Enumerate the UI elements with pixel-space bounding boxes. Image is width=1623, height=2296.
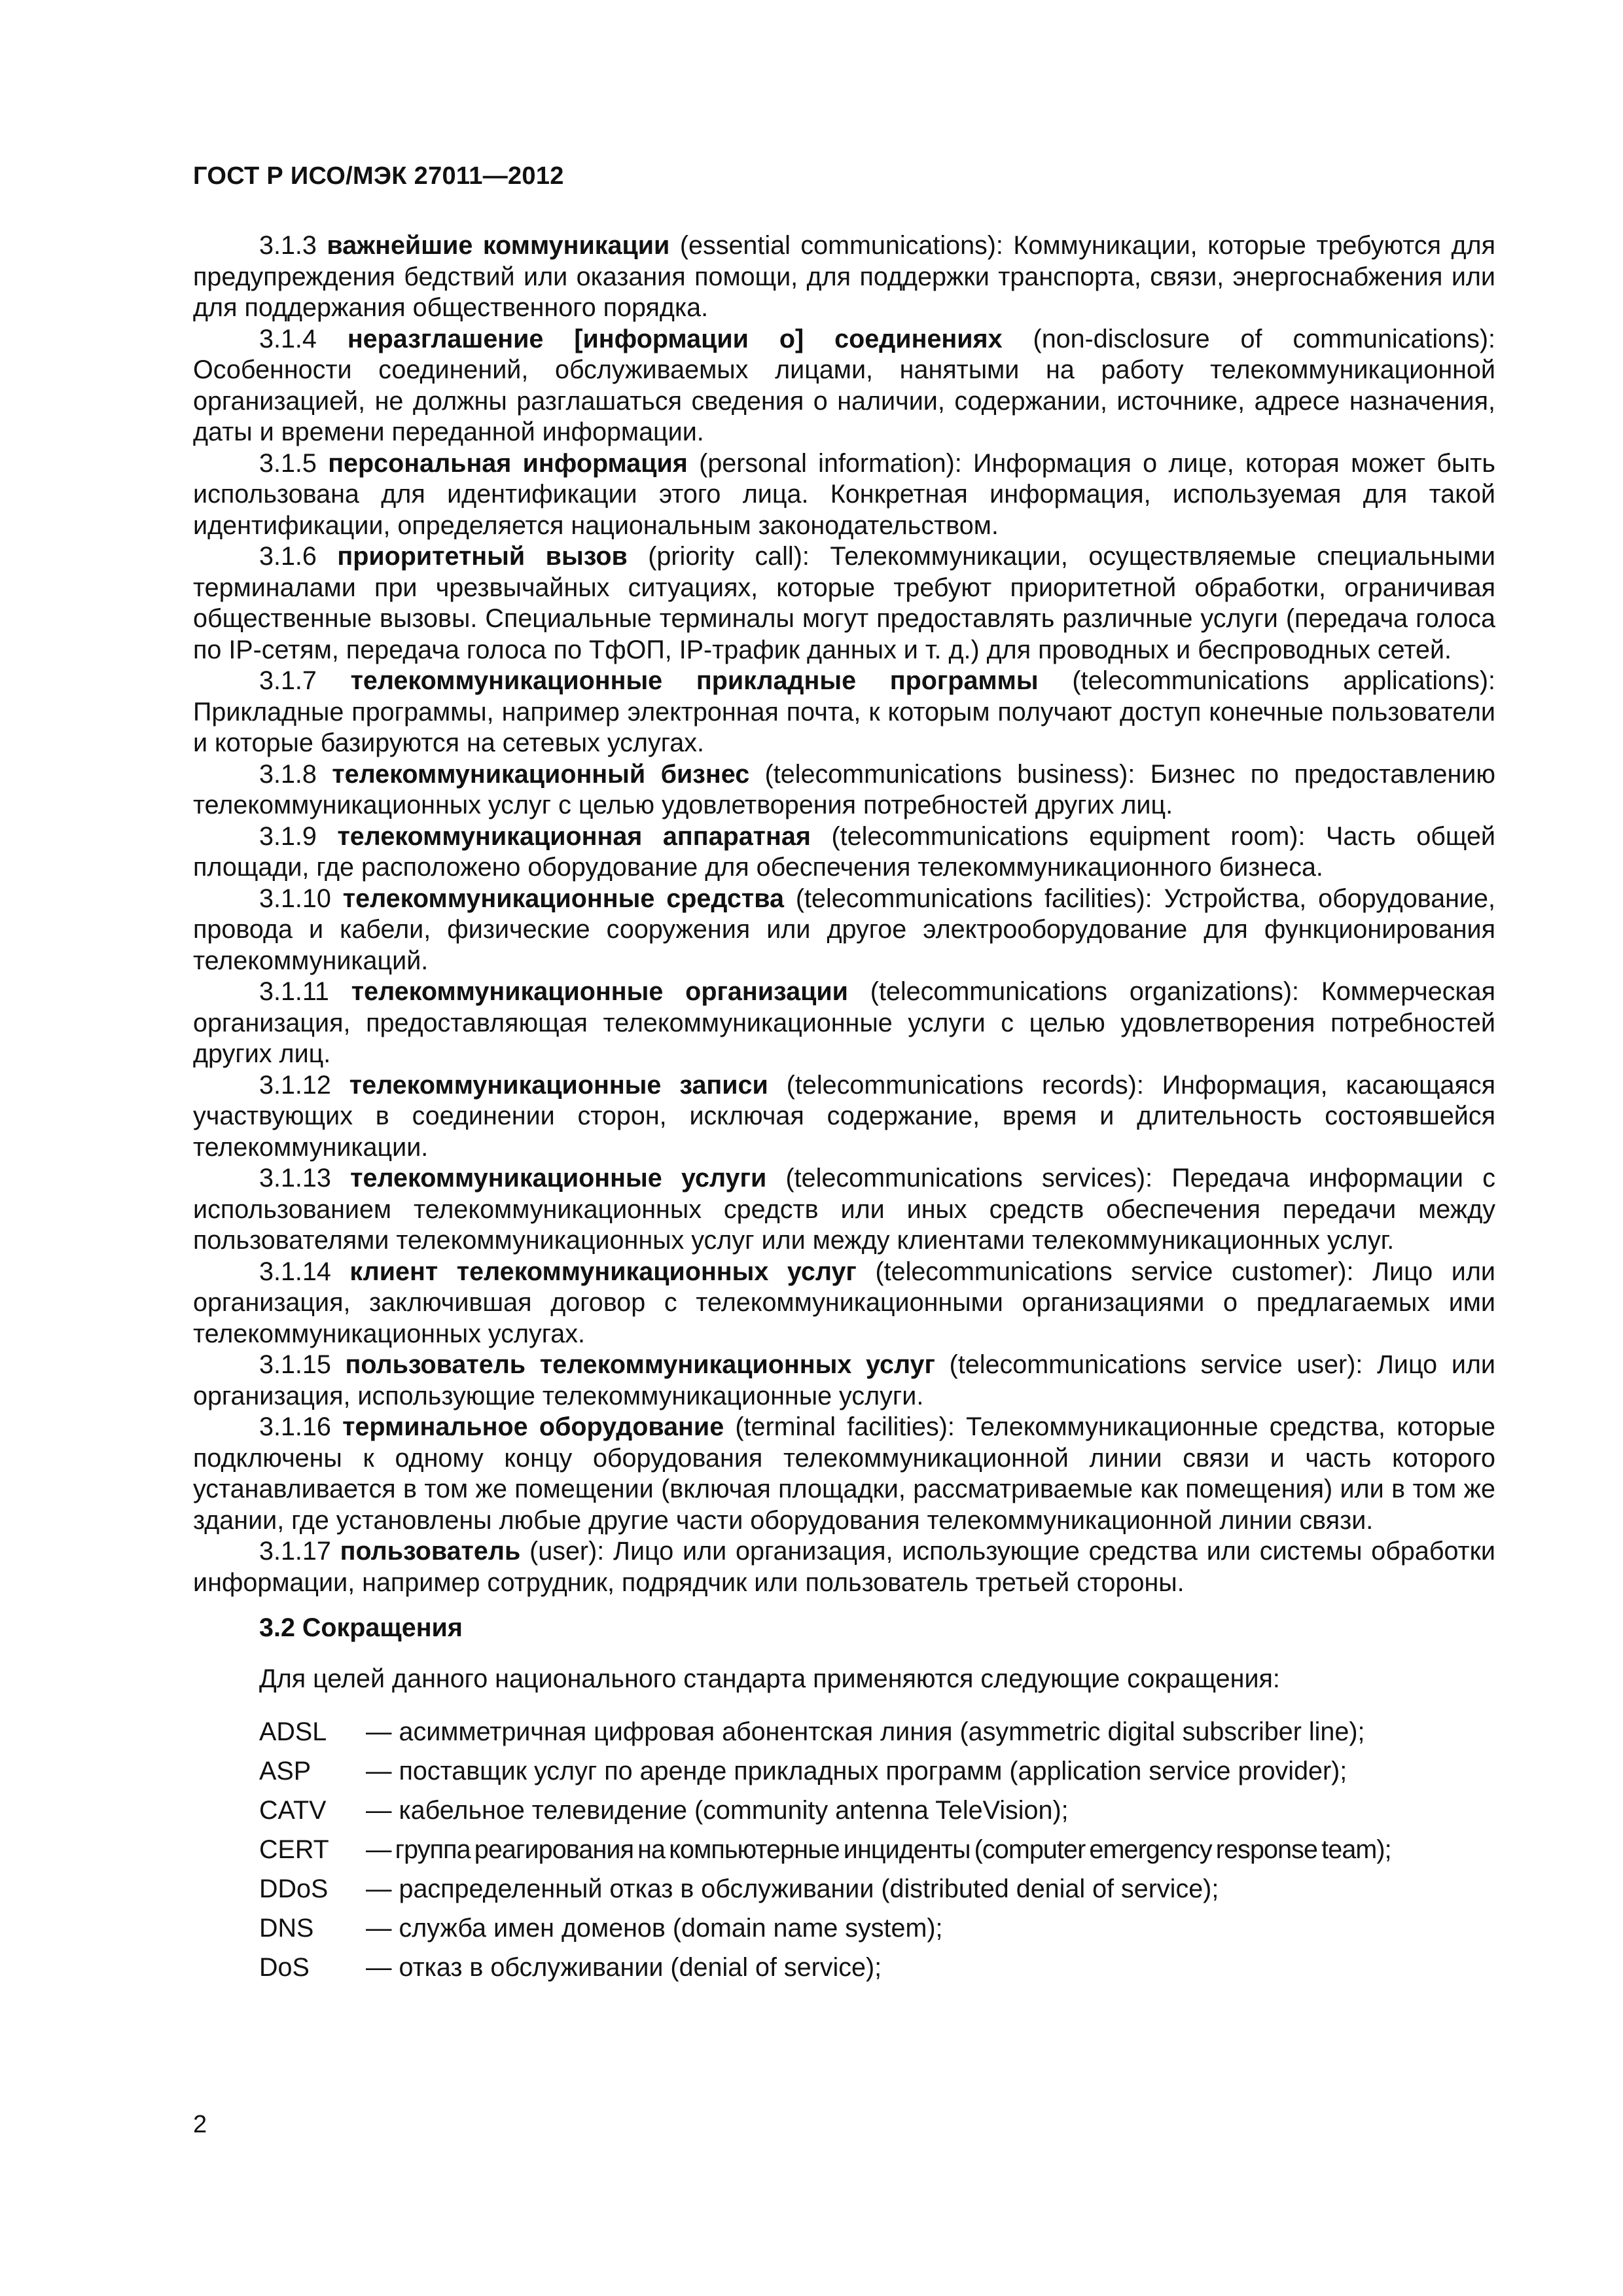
term-name: телекоммуникационные организации — [351, 977, 848, 1006]
term-3-1-13 — [193, 1163, 1495, 1257]
term-3-1-14 — [193, 1257, 1495, 1350]
term-name: неразглашение [информации о] соединениях — [347, 324, 1003, 353]
abbreviation-code: ASP — [259, 1757, 312, 1785]
abbreviation-code: DNS — [259, 1914, 314, 1943]
term-number: 3.1.11 — [259, 977, 329, 1006]
abbreviation-definition: — распределенный отказ в обслуживании (distributed denial of service); — [366, 1874, 1219, 1903]
abbreviation-item — [259, 1913, 1495, 1952]
term-text: (telecommunications records): Информация, касающаяся участвующих в соединении сторон, исключая содержание, время и длительность состоявшейся телекоммуникации. — [193, 1070, 1495, 1162]
term-name: телекоммуникационные прикладные программы — [350, 666, 1039, 695]
term-name: телекоммуникационные услуги — [350, 1164, 767, 1193]
abbreviation-definition: — кабельное телевидение (community antenna TeleVision); — [366, 1796, 1069, 1825]
term-number: 3.1.7 — [259, 666, 317, 695]
term-name: пользователь — [340, 1537, 521, 1566]
document-body — [193, 230, 1495, 1992]
term-3-1-7 — [193, 666, 1495, 759]
abbreviation-code: ADSL — [259, 1717, 327, 1746]
abbreviation-code: CERT — [259, 1835, 329, 1864]
term-text: (telecommunications applications): Прикладные программы, например электронная почта, к которым получают доступ конечные пользователи и которые базируются на сетевых услугах. — [193, 666, 1495, 757]
term-name: телекоммуникационные средства — [342, 884, 784, 913]
term-number: 3.1.16 — [259, 1412, 331, 1441]
term-3-1-5 — [193, 448, 1495, 542]
abbreviation-definition: — служба имен доменов (domain name system); — [366, 1914, 943, 1943]
abbreviation-item — [259, 1756, 1495, 1795]
term-number: 3.1.13 — [259, 1164, 331, 1193]
term-number: 3.1.5 — [259, 448, 317, 478]
term-number: 3.1.3 — [259, 231, 317, 260]
term-3-1-9 — [193, 821, 1495, 884]
term-name: важнейшие коммуникации — [327, 231, 670, 260]
abbreviation-item — [259, 1835, 1495, 1874]
abbreviation-item — [259, 1717, 1495, 1756]
term-text: (telecommunications services): Передача информации с использованием телекоммуникационных средств или иных средств обеспечения передачи между пользователями телекоммуникационных услуг или между клиентами телекоммуникационных услуг. — [193, 1164, 1495, 1255]
term-name: терминальное оборудование — [342, 1412, 724, 1441]
term-text: (telecommunications service customer): Лицо или организация, заключившая договор с телекоммуникационными организациями о предлагаемых ими телекоммуникационных услугах. — [193, 1257, 1495, 1348]
term-name: персональная информация — [328, 448, 688, 478]
terms-list — [193, 230, 1495, 1598]
term-number: 3.1.17 — [259, 1537, 331, 1566]
term-text: (telecommunications facilities): Устройства, оборудование, провода и кабели, физические сооружения или другое электрооборудование для функционирования телекоммуникаций. — [193, 884, 1495, 975]
term-3-1-11 — [193, 977, 1495, 1070]
abbreviations-list — [259, 1717, 1495, 1992]
abbreviation-item — [259, 1795, 1495, 1835]
term-number: 3.1.14 — [259, 1257, 331, 1286]
term-text: (essential communications): Коммуникации, которые требуются для предупреждения бедствий или оказания помощи, для поддержки транспорта, связи, энергоснабжения или для поддержания общественного порядка. — [193, 231, 1495, 322]
term-name: телекоммуникационная аппаратная — [337, 821, 811, 851]
abbreviation-definition: — поставщик услуг по аренде прикладных программ (application service provider); — [366, 1757, 1347, 1785]
term-3-1-6 — [193, 541, 1495, 666]
term-name: пользователь телекоммуникационных услуг — [345, 1350, 935, 1379]
term-number: 3.1.9 — [259, 821, 317, 851]
term-3-1-16 — [193, 1412, 1495, 1536]
term-3-1-3 — [193, 230, 1495, 324]
abbreviation-item — [259, 1952, 1495, 1992]
term-text: (priority call): Телекоммуникации, осуществляемые специальными терминалами при чрезвычайных ситуациях, которые требуют приоритетной обработки, ограничивая общественные вызовы. Специальные терминалы могут предоставлять различные услуги (передача голоса по IP-сетям, передача голоса по ТфОП, IP-трафик данных и т. д.) для проводных и беспроводных сетей. — [193, 542, 1495, 664]
term-number: 3.1.10 — [259, 884, 331, 913]
term-text: (telecommunications equipment room): Часть общей площади, где расположено оборудование для обеспечения телекоммуникационного бизнеса. — [193, 821, 1495, 882]
term-3-1-10 — [193, 884, 1495, 977]
term-text: (telecommunications service user): Лицо или организация, использующие телекоммуникационные услуги. — [193, 1350, 1496, 1410]
term-number: 3.1.8 — [259, 759, 317, 789]
term-name: телекоммуникационный бизнес — [332, 759, 750, 789]
term-3-1-4 — [193, 324, 1495, 448]
term-number: 3.1.12 — [259, 1070, 331, 1100]
term-text: (terminal facilities): Телекоммуникационные средства, которые подключены к одному концу оборудования телекоммуникационной линии связи и часть которого устанавливается в том же помещении (включая площадки, рассматриваемые как помещения) или в том же здании, где установлены любые другие части оборудования телекоммуникационной линии связи. — [193, 1412, 1495, 1535]
abbreviations-intro: Для целей данного национального стандарта применяются следующие сокращения: — [259, 1664, 1280, 1693]
term-text: (personal information): Информация о лице, которая может быть использована для идентификации этого лица. Конкретная информация, используемая для такой идентификации, определяется национальным законодательством. — [193, 448, 1495, 540]
term-text: (non-disclosure of communications): Особенности соединений, обслуживаемых лицами, нанятыми на работу телекоммуникационной организацией, не должны разглашаться сведения о наличии, содержании, источнике, адресе назначения, даты и времени переданной информации. — [193, 324, 1495, 446]
abbreviation-definition: — отказ в обслуживании (denial of service); — [366, 1953, 882, 1982]
document-header: ГОСТ Р ИСО/МЭК 27011—2012 — [193, 162, 564, 190]
term-3-1-15 — [193, 1350, 1495, 1412]
page-number: 2 — [193, 2111, 207, 2138]
abbreviation-definition: — группа реагирования на компьютерные инциденты (computer emergency response team); — [366, 1835, 1391, 1864]
term-3-1-17 — [193, 1536, 1495, 1598]
abbreviation-code: CATV — [259, 1796, 327, 1825]
term-name: приоритетный вызов — [337, 542, 628, 571]
term-text: (user): Лицо или организация, использующие средства или системы обработки информации, например сотрудник, подрядчик или пользователь третьей стороны. — [193, 1537, 1495, 1597]
term-number: 3.1.4 — [259, 324, 317, 353]
section-heading-abbreviations: 3.2 Сокращения — [259, 1613, 463, 1642]
term-text: (telecommunications organizations): Коммерческая организация, предоставляющая телекоммуникационные услуги с целью удовлетворения потребностей других лиц. — [193, 977, 1495, 1068]
term-3-1-8 — [193, 759, 1495, 821]
term-number: 3.1.15 — [259, 1350, 331, 1379]
abbreviation-code: DoS — [259, 1953, 310, 1982]
term-number: 3.1.6 — [259, 542, 317, 571]
abbreviation-definition: — асимметричная цифровая абонентская линия (asymmetric digital subscriber line); — [366, 1717, 1365, 1746]
term-3-1-12 — [193, 1070, 1495, 1164]
abbreviation-code: DDoS — [259, 1874, 329, 1903]
term-text: (telecommunications business): Бизнес по предоставлению телекоммуникационных услуг с целью удовлетворения потребностей других лиц. — [193, 759, 1495, 819]
abbreviation-item — [259, 1874, 1495, 1913]
term-name: телекоммуникационные записи — [349, 1070, 768, 1100]
term-name: клиент телекоммуникационных услуг — [349, 1257, 857, 1286]
